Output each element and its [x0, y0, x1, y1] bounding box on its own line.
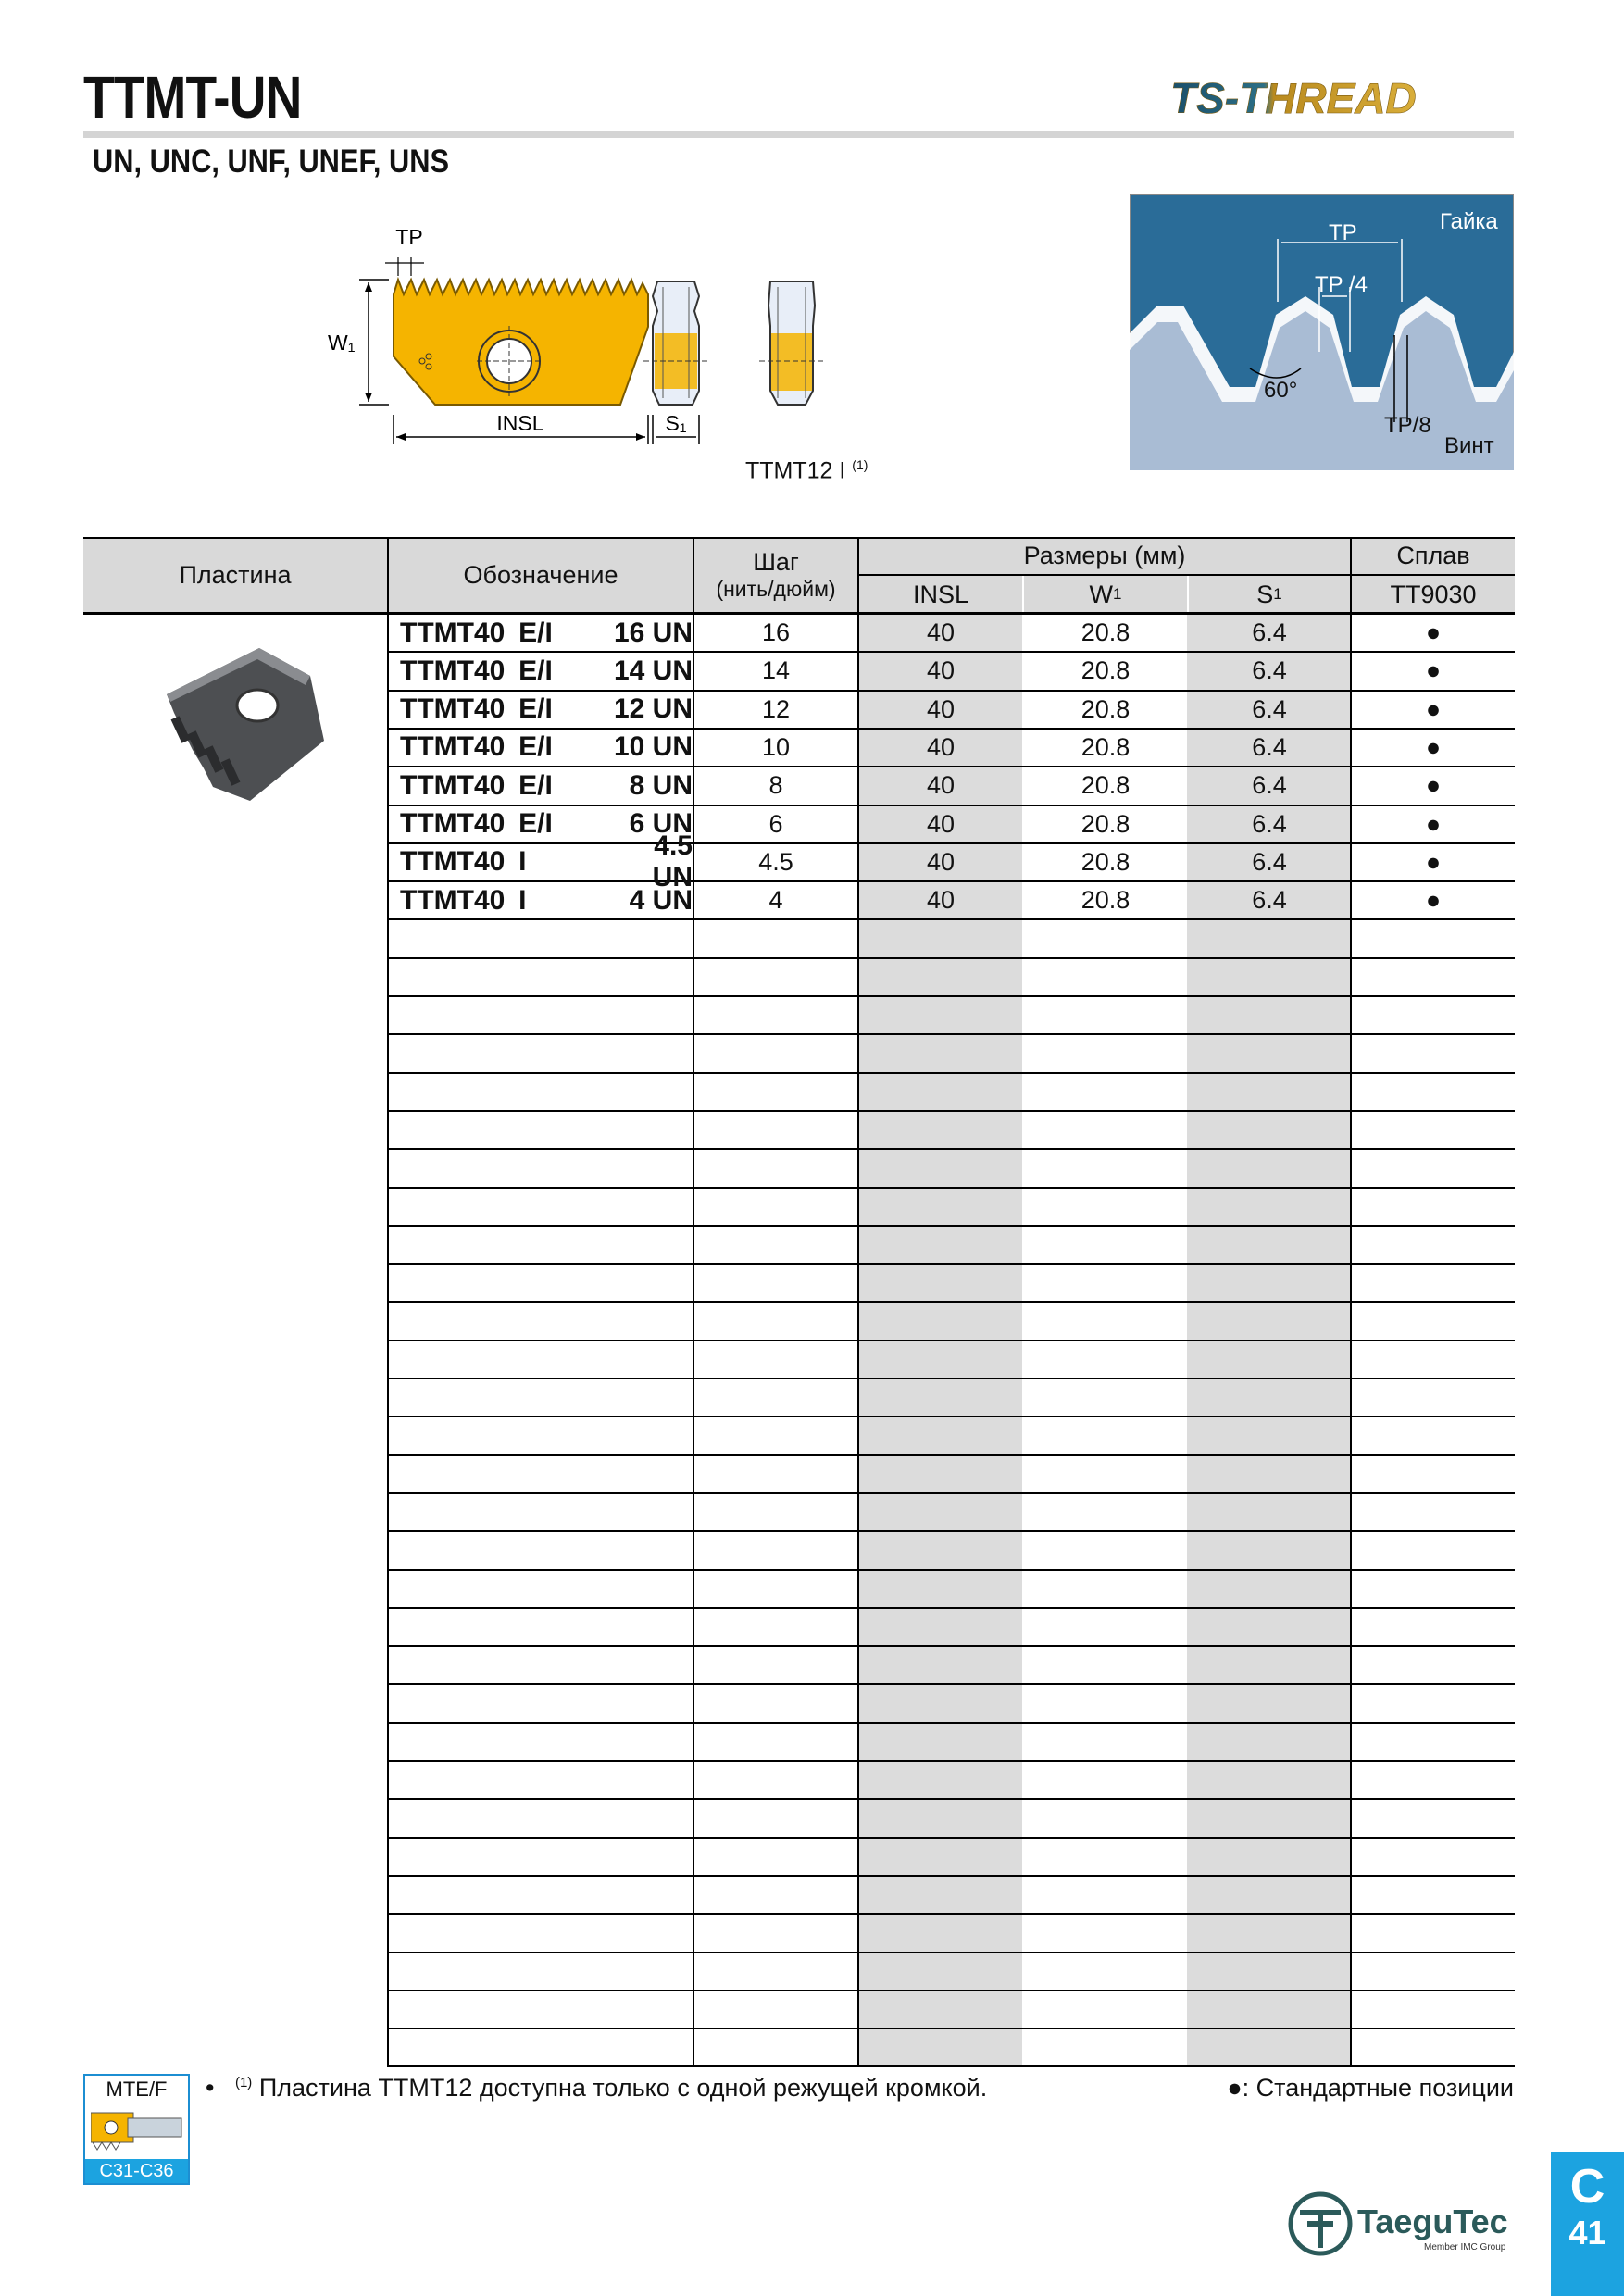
designation-part: TTMT40	[400, 731, 506, 763]
insl-cell: 40	[926, 847, 956, 876]
row-rule	[387, 2028, 1515, 2029]
s1-cell: 6.4	[1252, 809, 1287, 838]
header-w1	[1024, 576, 1187, 613]
designation-part: 6 UN	[629, 808, 693, 839]
designation-part: TTMT40	[400, 693, 506, 725]
row-rule	[387, 1683, 1515, 1685]
designation-part: TTMT40	[400, 617, 506, 648]
tp-label: TP	[1329, 220, 1357, 245]
s1-cell: 6.4	[1252, 694, 1287, 723]
w1-cell: 20.8	[1081, 656, 1131, 685]
footnote-marker: (1)	[234, 2075, 253, 2090]
footnote-text: Пластина TTMT12 доступна только с одной режущей кромкой.	[258, 2074, 988, 2102]
table-top-rule	[83, 537, 1515, 539]
row-rule	[387, 1187, 1515, 1189]
designation-part: E/I	[518, 808, 553, 839]
row-rule	[387, 2065, 1515, 2067]
related-tool-box[interactable]	[83, 2074, 190, 2185]
w1-cell: 20.8	[1081, 771, 1131, 800]
legend-standard-items: ●: Стандартные позиции	[1227, 2074, 1514, 2102]
pitch-cell: 14	[761, 656, 791, 685]
w1-dim-label: W₁	[328, 331, 356, 355]
s1-cell: 6.4	[1252, 886, 1287, 915]
brand-text: TS-THREAD	[1170, 74, 1417, 122]
company-sub: Member IMC Group	[1424, 2242, 1506, 2252]
w1-cell: 20.8	[1081, 809, 1131, 838]
row-rule	[387, 1569, 1515, 1571]
row-rule	[387, 1837, 1515, 1839]
s1-cell: 6.4	[1252, 847, 1287, 876]
insl-cell: 40	[926, 618, 956, 646]
designation-cell	[389, 881, 693, 919]
designation-part: I	[518, 884, 527, 916]
row-rule	[387, 1340, 1515, 1341]
header-insl: INSL	[859, 576, 1022, 613]
row-rule	[387, 1798, 1515, 1800]
designation-cell	[389, 830, 693, 893]
insert-caption-note: (1)	[852, 457, 868, 472]
header-w1-sub: 1	[1113, 584, 1122, 603]
pitch-cell: 12	[761, 694, 791, 723]
header-grade: Сплав	[1352, 537, 1515, 574]
row-rule	[387, 1607, 1515, 1609]
grade-availability-cell: ●	[1425, 771, 1442, 800]
designation-part: 4 UN	[629, 884, 693, 916]
pitch-cell: 6	[768, 809, 783, 838]
row-rule	[387, 1225, 1515, 1227]
ts-thread-logo	[1165, 72, 1517, 124]
designation-cell	[389, 614, 693, 652]
insert-front-view	[394, 280, 648, 405]
row-rule	[387, 1913, 1515, 1915]
grade-availability-cell: ●	[1425, 809, 1442, 838]
header-sub-rule	[859, 574, 1515, 576]
grade-availability-cell: ●	[1425, 847, 1442, 876]
row-rule	[387, 1645, 1515, 1647]
designation-part: E/I	[518, 769, 553, 801]
header-s1-main: S	[1256, 580, 1274, 608]
designation-part: E/I	[518, 655, 553, 686]
row-rule	[387, 1952, 1515, 1953]
tool-label: MTE/F	[106, 2078, 168, 2101]
header-pitch-line1: Шаг	[753, 548, 799, 576]
row-rule	[387, 957, 1515, 959]
header-s1	[1189, 576, 1350, 613]
s1-cell: 6.4	[1252, 618, 1287, 646]
insert-side-view-1	[643, 281, 708, 405]
s1-cell: 6.4	[1252, 656, 1287, 685]
designation-part: TTMT40	[400, 846, 506, 878]
s1-cell: 6.4	[1252, 771, 1287, 800]
pitch-cell: 8	[768, 771, 783, 800]
designation-part: 16 UN	[613, 617, 693, 648]
insl-dim-label: INSL	[496, 411, 544, 435]
w1-cell: 20.8	[1081, 694, 1131, 723]
pitch-cell: 4	[768, 886, 783, 915]
header-grade-code: TT9030	[1352, 576, 1515, 613]
designation-cell	[389, 729, 693, 767]
s1-cell: 6.4	[1252, 732, 1287, 761]
designation-part: TTMT40	[400, 655, 506, 686]
designation-part: E/I	[518, 731, 553, 763]
pitch-cell: 10	[761, 732, 791, 761]
insert-side-view-2	[759, 281, 824, 405]
row-rule	[387, 1263, 1515, 1265]
insert-caption-text: TTMT12 I	[745, 457, 846, 484]
w1-cell: 20.8	[1081, 618, 1131, 646]
insl-cell: 40	[926, 886, 956, 915]
row-rule	[387, 1722, 1515, 1724]
row-rule	[387, 995, 1515, 997]
section-letter: C	[1569, 2160, 1605, 2214]
w1-cell: 20.8	[1081, 847, 1131, 876]
header-pitch-line2: (нить/дюйм)	[716, 577, 836, 602]
designation-cell	[389, 652, 693, 690]
row-rule	[387, 1301, 1515, 1303]
thread-profile-svg	[1130, 194, 1514, 470]
designation-part: I	[518, 846, 527, 878]
designation-part: TTMT40	[400, 884, 506, 916]
page-title: TTMT-UN	[83, 64, 302, 131]
row-rule	[387, 1530, 1515, 1532]
insl-cell: 40	[926, 656, 956, 685]
section-page-tab	[1551, 2152, 1624, 2296]
taegutec-logo	[1285, 2187, 1517, 2261]
tool-page-range: C31-C36	[85, 2159, 188, 2183]
grade-availability-cell: ●	[1425, 886, 1442, 915]
designation-part: 8 UN	[629, 769, 693, 801]
row-rule	[387, 1875, 1515, 1877]
tp-dim-label: TP	[395, 225, 423, 249]
insl-cell: 40	[926, 771, 956, 800]
designation-part: 4.5 UN	[652, 830, 693, 893]
tp4-label: TP /4	[1315, 272, 1368, 297]
designation-cell	[389, 767, 693, 805]
header-w1-main: W	[1089, 580, 1113, 608]
w1-cell: 20.8	[1081, 886, 1131, 915]
title-rule	[83, 131, 1514, 138]
grade-availability-cell: ●	[1425, 732, 1442, 761]
company-name: TaeguTec	[1357, 2202, 1508, 2240]
insert-caption	[745, 457, 868, 484]
row-rule	[387, 1033, 1515, 1035]
tp8-label: TP/8	[1384, 413, 1431, 438]
insl-cell: 40	[926, 732, 956, 761]
header-insert: Пластина	[83, 537, 387, 613]
designation-part: TTMT40	[400, 808, 506, 839]
header-s1-sub: 1	[1273, 584, 1282, 603]
designation-part: E/I	[518, 693, 553, 725]
header-pitch	[694, 537, 857, 613]
row-rule	[387, 1492, 1515, 1494]
row-rule	[387, 1990, 1515, 1991]
grade-availability-cell: ●	[1425, 618, 1442, 646]
screw-label: Винт	[1444, 433, 1494, 458]
insert-photo	[148, 639, 333, 805]
w1-cell: 20.8	[1081, 732, 1131, 761]
header-dimensions: Размеры (мм)	[859, 537, 1350, 574]
grade-availability-cell: ●	[1425, 694, 1442, 723]
row-rule	[387, 1760, 1515, 1762]
thread-profile-diagram	[1130, 194, 1514, 470]
pitch-cell: 16	[761, 618, 791, 646]
insl-cell: 40	[926, 694, 956, 723]
insl-cell: 40	[926, 809, 956, 838]
designation-cell	[389, 691, 693, 729]
s1-dim-label: S₁	[665, 411, 687, 435]
designation-part: E/I	[518, 617, 553, 648]
designation-part: 12 UN	[613, 693, 693, 725]
page-subtitle: UN, UNC, UNF, UNEF, UNS	[93, 144, 450, 180]
angle-label: 60°	[1264, 378, 1298, 403]
row-rule	[387, 1148, 1515, 1150]
row-rule	[387, 1378, 1515, 1379]
page-number: 41	[1568, 2214, 1606, 2252]
designation-part: 10 UN	[613, 731, 693, 763]
row-rule	[387, 1454, 1515, 1456]
row-rule	[387, 1072, 1515, 1074]
nut-label: Гайка	[1440, 209, 1498, 234]
designation-part: 14 UN	[613, 655, 693, 686]
grade-availability-cell: ●	[1425, 656, 1442, 685]
footnote	[206, 2074, 987, 2103]
footnote-bullet: •	[206, 2074, 215, 2102]
designation-part: TTMT40	[400, 769, 506, 801]
row-rule	[387, 1416, 1515, 1417]
toolholder-icon	[91, 2107, 183, 2153]
pitch-cell: 4.5	[758, 847, 793, 876]
header-designation: Обозначение	[389, 537, 693, 613]
row-rule	[387, 1110, 1515, 1112]
